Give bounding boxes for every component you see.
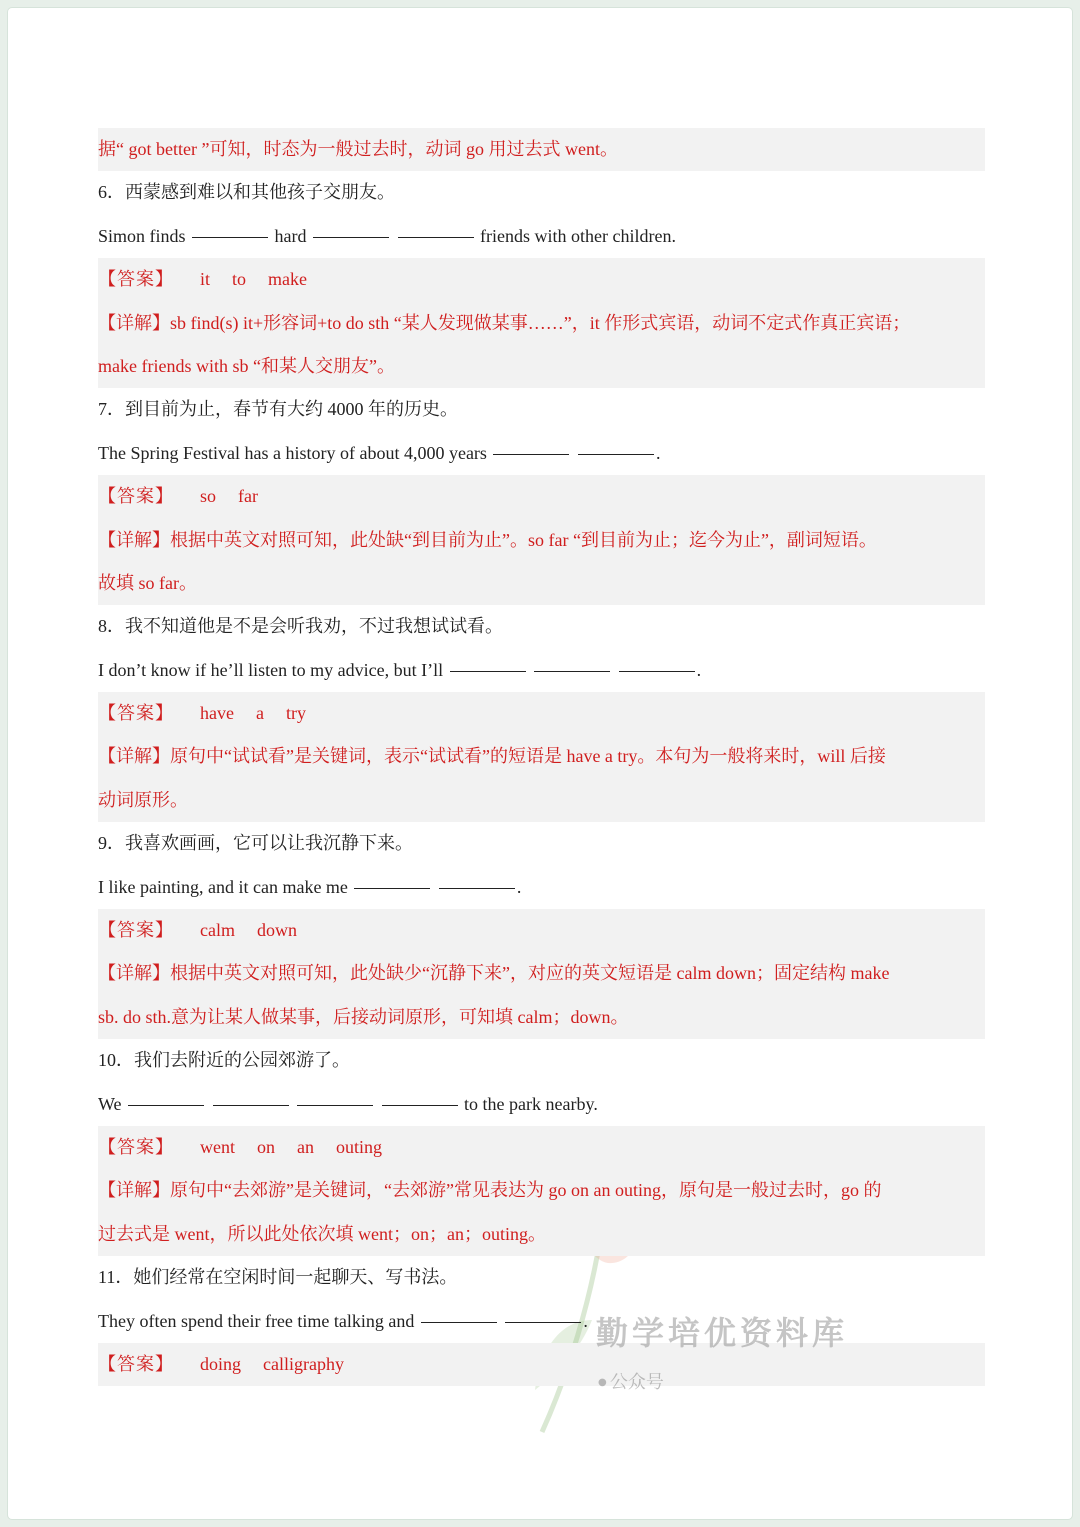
sentence-fragment xyxy=(375,1094,380,1114)
answer-word: it xyxy=(200,269,211,290)
question-prompt: 6．西蒙感到难以和其他孩子交朋友。 xyxy=(98,182,395,203)
prev-detail-text: 据“ got better ”可知，时态为一般过去时，动词 go 用过去式 went。 xyxy=(98,139,618,159)
question-prompt: 10．我们去附近的公园郊游了。 xyxy=(98,1050,350,1071)
question-sentence xyxy=(98,866,985,909)
answer-line xyxy=(98,1343,985,1386)
answer-blank[interactable] xyxy=(578,453,654,455)
answer-box xyxy=(98,909,985,1039)
answer-word: went xyxy=(200,1136,235,1157)
answer-line xyxy=(98,1126,985,1169)
sentence-fragment: The Spring Festival has a history of about 4,000 years xyxy=(98,442,492,463)
document-body xyxy=(98,128,985,1386)
answer-line xyxy=(98,258,985,301)
question-prompt: 11．她们经常在空闲时间一起聊天、写书法。 xyxy=(98,1267,458,1288)
detail-label: 【详解】 xyxy=(98,529,170,550)
detail-label: 【详解】 xyxy=(98,746,170,767)
answer-line xyxy=(98,475,985,518)
question-sentence xyxy=(98,432,985,475)
question-block xyxy=(98,171,985,388)
answer-blank[interactable] xyxy=(534,670,610,672)
detail-text: 故填 so far。 xyxy=(98,572,197,593)
question-block xyxy=(98,1256,985,1386)
answer-blank[interactable] xyxy=(450,670,526,672)
detail-line xyxy=(98,1213,985,1256)
answer-word: down xyxy=(256,920,297,941)
detail-line xyxy=(98,1169,985,1212)
question-block xyxy=(98,388,985,605)
watermark-subtitle: ● 公众号 xyxy=(598,1368,664,1394)
question-sentence xyxy=(98,649,985,692)
question-prompt: 9．我喜欢画画，它可以让我沉静下来。 xyxy=(98,833,413,854)
answer-word: outing xyxy=(336,1136,383,1157)
detail-text: 根据中英文对照可知，此处缺少“沉静下来”，对应的英文短语是 calm down；固定结构 make xyxy=(170,963,890,984)
question-sentence xyxy=(98,1300,985,1343)
answer-blank[interactable] xyxy=(354,887,430,889)
answer-word: make xyxy=(268,269,308,290)
sentence-fragment: We xyxy=(98,1093,127,1114)
detail-label: 【详解】 xyxy=(98,312,170,333)
detail-text: 过去式是 went，所以此处依次填 went；on；an；outing。 xyxy=(98,1223,546,1244)
sentence-fragment xyxy=(291,1094,296,1114)
answer-word: calm xyxy=(200,920,235,941)
question-prompt: 8．我不知道他是不是会听我劝，不过我想试试看。 xyxy=(98,616,503,637)
answer-word: so xyxy=(200,486,217,507)
sentence-fragment xyxy=(391,226,396,246)
sentence-fragment: . xyxy=(583,1310,588,1331)
detail-line xyxy=(98,779,985,822)
detail-text: 原句中“去郊游”是关键词，“去郊游”常见表达为 go on an outing，原句是一般过去时，go 的 xyxy=(170,1180,882,1201)
answer-blank[interactable] xyxy=(192,236,268,238)
answer-blank[interactable] xyxy=(398,236,474,238)
sentence-fragment xyxy=(612,660,617,680)
answer-blank[interactable] xyxy=(619,670,695,672)
answer-blank[interactable] xyxy=(313,236,389,238)
detail-line xyxy=(98,519,985,562)
answer-blank[interactable] xyxy=(128,1104,204,1106)
detail-text: sb. do sth.意为让某人做某事，后接动词原形，可知填 calm；down。 xyxy=(98,1006,629,1027)
answer-box xyxy=(98,1343,985,1386)
answer-word: have xyxy=(200,703,234,724)
sentence-fragment: friends with other children. xyxy=(475,225,676,246)
detail-label: 【详解】 xyxy=(98,1180,170,1201)
sentence-fragment: to the park nearby. xyxy=(459,1093,598,1114)
sentence-fragment: hard xyxy=(270,225,311,246)
sentence-fragment: I like painting, and it can make me xyxy=(98,876,353,897)
answer-label: 【答案】 xyxy=(98,920,174,941)
answer-word: a xyxy=(255,703,264,724)
answer-blank[interactable] xyxy=(382,1104,458,1106)
sentence-fragment: . xyxy=(696,659,702,680)
sentence-fragment: . xyxy=(516,876,522,897)
answer-blank[interactable] xyxy=(213,1104,289,1106)
detail-line xyxy=(98,996,985,1039)
sentence-fragment xyxy=(571,443,576,463)
answer-box xyxy=(98,692,985,822)
detail-line xyxy=(98,562,985,605)
answer-label: 【答案】 xyxy=(98,1353,174,1374)
answer-word: calligraphy xyxy=(263,1353,344,1374)
sentence-fragment xyxy=(528,660,533,680)
question-block xyxy=(98,1039,985,1256)
answer-word: try xyxy=(285,703,306,724)
detail-text: 原句中“试试看”是关键词，表示“试试看”的短语是 have a try。本句为一般将来时，will 后接 xyxy=(170,746,886,767)
question-block xyxy=(98,822,985,1039)
detail-line xyxy=(98,952,985,995)
answer-label: 【答案】 xyxy=(98,486,174,507)
answer-blank[interactable] xyxy=(505,1321,581,1323)
sentence-fragment: Simon finds xyxy=(98,225,191,246)
answer-blank[interactable] xyxy=(439,887,515,889)
detail-label: 【详解】 xyxy=(98,963,170,984)
detail-text: 动词原形。 xyxy=(98,789,188,810)
question-block xyxy=(98,605,985,822)
question-prompt: 7．到目前为止，春节有大约 4000 年的历史。 xyxy=(98,399,458,420)
answer-blank[interactable] xyxy=(421,1321,497,1323)
detail-line xyxy=(98,302,985,345)
sentence-fragment xyxy=(206,1094,211,1114)
detail-line xyxy=(98,735,985,778)
sentence-fragment xyxy=(499,1311,504,1331)
question-sentence xyxy=(98,215,985,258)
sentence-fragment: They often spend their free time talking and xyxy=(98,1310,419,1331)
answer-box xyxy=(98,258,985,388)
sentence-fragment: . xyxy=(655,442,661,463)
answer-box xyxy=(98,1126,985,1256)
answer-label: 【答案】 xyxy=(98,703,174,724)
sentence-fragment: I don’t know if he’ll listen to my advice, but I’ll xyxy=(98,659,448,680)
answer-label: 【答案】 xyxy=(98,269,174,290)
answer-word: far xyxy=(238,486,258,507)
answer-word: an xyxy=(297,1136,314,1157)
sentence-fragment xyxy=(432,877,437,897)
answer-blank[interactable] xyxy=(297,1104,373,1106)
detail-text: sb find(s) it+形容词+to do sth “某人发现做某事……”，it 作形式宾语，动词不定式作真正宾语； xyxy=(170,312,911,333)
prev-detail-box xyxy=(98,128,985,171)
answer-label: 【答案】 xyxy=(98,1136,174,1157)
answer-word: doing xyxy=(200,1353,242,1374)
detail-line xyxy=(98,345,985,388)
watermark-title: 勤学培优资料库 xyxy=(596,1314,849,1352)
answer-box xyxy=(98,475,985,605)
answer-word: on xyxy=(257,1136,275,1157)
answer-blank[interactable] xyxy=(493,453,569,455)
answer-line xyxy=(98,909,985,952)
answer-word: to xyxy=(232,269,247,290)
answer-line xyxy=(98,692,985,735)
detail-text: 根据中英文对照可知，此处缺“到目前为止”。so far “到目前为止；迄今为止”，副词短语。 xyxy=(170,529,877,550)
question-sentence xyxy=(98,1083,985,1126)
detail-text: make friends with sb “和某人交朋友”。 xyxy=(98,355,395,376)
